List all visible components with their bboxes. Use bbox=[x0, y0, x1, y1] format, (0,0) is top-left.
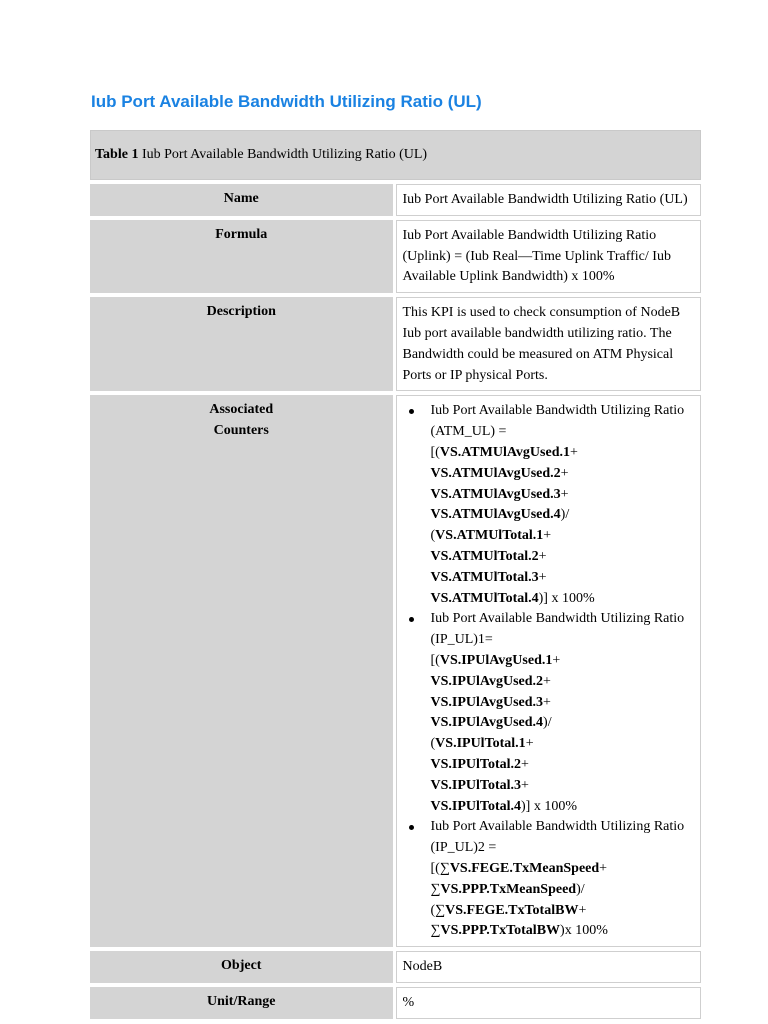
counter-name: VS.IPUlTotal.3 bbox=[430, 777, 522, 793]
counter-name: VS.ATMUlAvgUsed.1 bbox=[439, 444, 570, 460]
counter-formula-line bbox=[431, 755, 696, 776]
counter-formula-line bbox=[431, 776, 696, 797]
counter-formula-line bbox=[431, 464, 696, 485]
counter-name: VS.IPUlAvgUsed.3 bbox=[430, 694, 544, 710]
table-row-unit-range bbox=[90, 987, 701, 1019]
bullet-icon bbox=[409, 825, 414, 830]
formula-operator: + bbox=[569, 444, 578, 460]
formula-operator: + bbox=[543, 673, 551, 689]
counter-name: VS.ATMUlAvgUsed.4 bbox=[430, 507, 561, 523]
page-title: Iub Port Available Bandwidth Utilizing Ratio (UL) bbox=[91, 92, 482, 111]
counter-formula-line bbox=[431, 547, 696, 568]
table-caption bbox=[90, 130, 701, 180]
formula-operator: [(∑ bbox=[430, 860, 450, 876]
table-row-name bbox=[90, 184, 701, 216]
bullet-icon bbox=[409, 617, 414, 622]
table-caption-row bbox=[90, 130, 701, 180]
counter-name: VS.ATMUlAvgUsed.3 bbox=[430, 486, 561, 502]
counter-name: VS.IPUlTotal.2 bbox=[430, 756, 522, 772]
row-label-counters-line2: Counters bbox=[213, 423, 269, 439]
counter-formula-line bbox=[431, 672, 696, 693]
formula-operator: )] x 100% bbox=[521, 798, 578, 814]
table-row-description bbox=[90, 297, 701, 391]
kpi-table bbox=[90, 130, 701, 1019]
row-label-name: Name bbox=[90, 184, 396, 216]
table-caption-prefix: Table 1 bbox=[95, 147, 139, 162]
formula-operator: )/ bbox=[560, 507, 570, 523]
formula-operator: )x 100% bbox=[560, 923, 608, 939]
table-row-object bbox=[90, 951, 701, 983]
counter-formula-line bbox=[431, 443, 696, 464]
formula-operator: + bbox=[538, 569, 547, 585]
formula-operator: + bbox=[543, 528, 552, 544]
counter-name: VS.IPUlAvgUsed.2 bbox=[430, 673, 544, 689]
counter-name: VS.PPP.TxTotalBW bbox=[440, 923, 561, 939]
counter-formula-item bbox=[403, 609, 696, 817]
formula-operator: + bbox=[525, 736, 534, 752]
counter-name: VS.IPUlAvgUsed.1 bbox=[439, 652, 553, 668]
counter-formula-line bbox=[431, 713, 696, 734]
counter-name: VS.ATMUlTotal.3 bbox=[430, 569, 539, 585]
counter-formula-intro: Iub Port Available Bandwidth Utilizing Ratio (IP_UL)1= bbox=[430, 611, 685, 648]
row-label-description: Description bbox=[90, 297, 396, 391]
formula-operator: ∑ bbox=[430, 881, 441, 897]
counter-formula-line bbox=[431, 880, 696, 901]
counter-formula-line bbox=[431, 693, 696, 714]
counter-formula-line bbox=[431, 485, 696, 506]
counter-formula-item bbox=[403, 817, 696, 942]
formula-operator: + bbox=[560, 486, 569, 502]
row-value-counters bbox=[396, 395, 702, 947]
row-label-counters-line1: Associated bbox=[209, 402, 274, 418]
row-label-counters bbox=[90, 395, 396, 947]
counter-name: VS.IPUlTotal.4 bbox=[430, 798, 522, 814]
formula-operator: + bbox=[538, 548, 547, 564]
counter-formula-line bbox=[431, 505, 696, 526]
row-label-formula: Formula bbox=[90, 220, 396, 293]
formula-operator: + bbox=[543, 694, 551, 710]
counter-formula-item bbox=[403, 401, 696, 609]
formula-operator: + bbox=[599, 860, 608, 876]
bullet-icon bbox=[409, 409, 414, 414]
table-row-formula bbox=[90, 220, 701, 293]
row-value-unit-range: % bbox=[396, 987, 702, 1019]
counter-name: VS.PPP.TxMeanSpeed bbox=[440, 881, 577, 897]
row-value-name: Iub Port Available Bandwidth Utilizing Ratio (UL) bbox=[396, 184, 702, 216]
row-value-object: NodeB bbox=[396, 951, 702, 983]
counter-formula-line bbox=[431, 589, 696, 610]
counter-formula-intro: Iub Port Available Bandwidth Utilizing Ratio (IP_UL)2 = bbox=[430, 819, 685, 856]
formula-operator: ( bbox=[430, 528, 436, 544]
row-label-unit-range: Unit/Range bbox=[90, 987, 396, 1019]
counter-formula-list bbox=[403, 401, 696, 942]
formula-operator: )/ bbox=[576, 881, 585, 897]
counter-formula-intro: Iub Port Available Bandwidth Utilizing Ratio (ATM_UL) = bbox=[430, 403, 685, 440]
table-row-counters bbox=[90, 395, 701, 947]
formula-operator: [( bbox=[430, 652, 440, 668]
formula-operator: + bbox=[521, 777, 529, 793]
counter-formula-line bbox=[431, 797, 696, 818]
counter-formula-line bbox=[431, 734, 696, 755]
formula-operator: ( bbox=[430, 736, 436, 752]
counter-formula-line bbox=[431, 651, 696, 672]
formula-operator: )] x 100% bbox=[538, 590, 595, 606]
formula-operator: ∑ bbox=[430, 923, 441, 939]
formula-operator: (∑ bbox=[430, 902, 446, 918]
row-value-description: This KPI is used to check consumption of NodeB Iub port available bandwidth utilizing ratio. The Bandwidth could be measured on ATM Physical Ports or IP physical Ports. bbox=[396, 297, 702, 391]
counter-name: VS.ATMUlAvgUsed.2 bbox=[430, 465, 561, 481]
counter-formula-line bbox=[431, 859, 696, 880]
counter-formula-line bbox=[431, 526, 696, 547]
formula-operator: + bbox=[560, 465, 569, 481]
counter-formula-line bbox=[431, 568, 696, 589]
formula-operator: + bbox=[552, 652, 561, 668]
formula-operator: [( bbox=[430, 444, 440, 460]
counter-name: VS.ATMUlTotal.2 bbox=[430, 548, 539, 564]
counter-formula-line bbox=[431, 901, 696, 922]
formula-operator: )/ bbox=[543, 715, 552, 731]
counter-formula-line bbox=[431, 921, 696, 942]
counter-name: VS.ATMUlTotal.4 bbox=[430, 590, 539, 606]
counter-name: VS.ATMUlTotal.1 bbox=[435, 528, 544, 544]
counter-name: VS.IPUlTotal.1 bbox=[435, 736, 526, 752]
table-caption-text: Iub Port Available Bandwidth Utilizing Ratio (UL) bbox=[138, 147, 428, 162]
formula-operator: + bbox=[521, 756, 529, 772]
formula-operator: + bbox=[578, 902, 587, 918]
row-value-formula: Iub Port Available Bandwidth Utilizing Ratio (Uplink) = (Iub Real—Time Uplink Traffic/ Iub Available Uplink Bandwidth) x 100% bbox=[396, 220, 702, 293]
counter-name: VS.FEGE.TxMeanSpeed bbox=[449, 860, 600, 876]
counter-name: VS.IPUlAvgUsed.4 bbox=[430, 715, 544, 731]
counter-name: VS.FEGE.TxTotalBW bbox=[445, 902, 579, 918]
row-label-object: Object bbox=[90, 951, 396, 983]
